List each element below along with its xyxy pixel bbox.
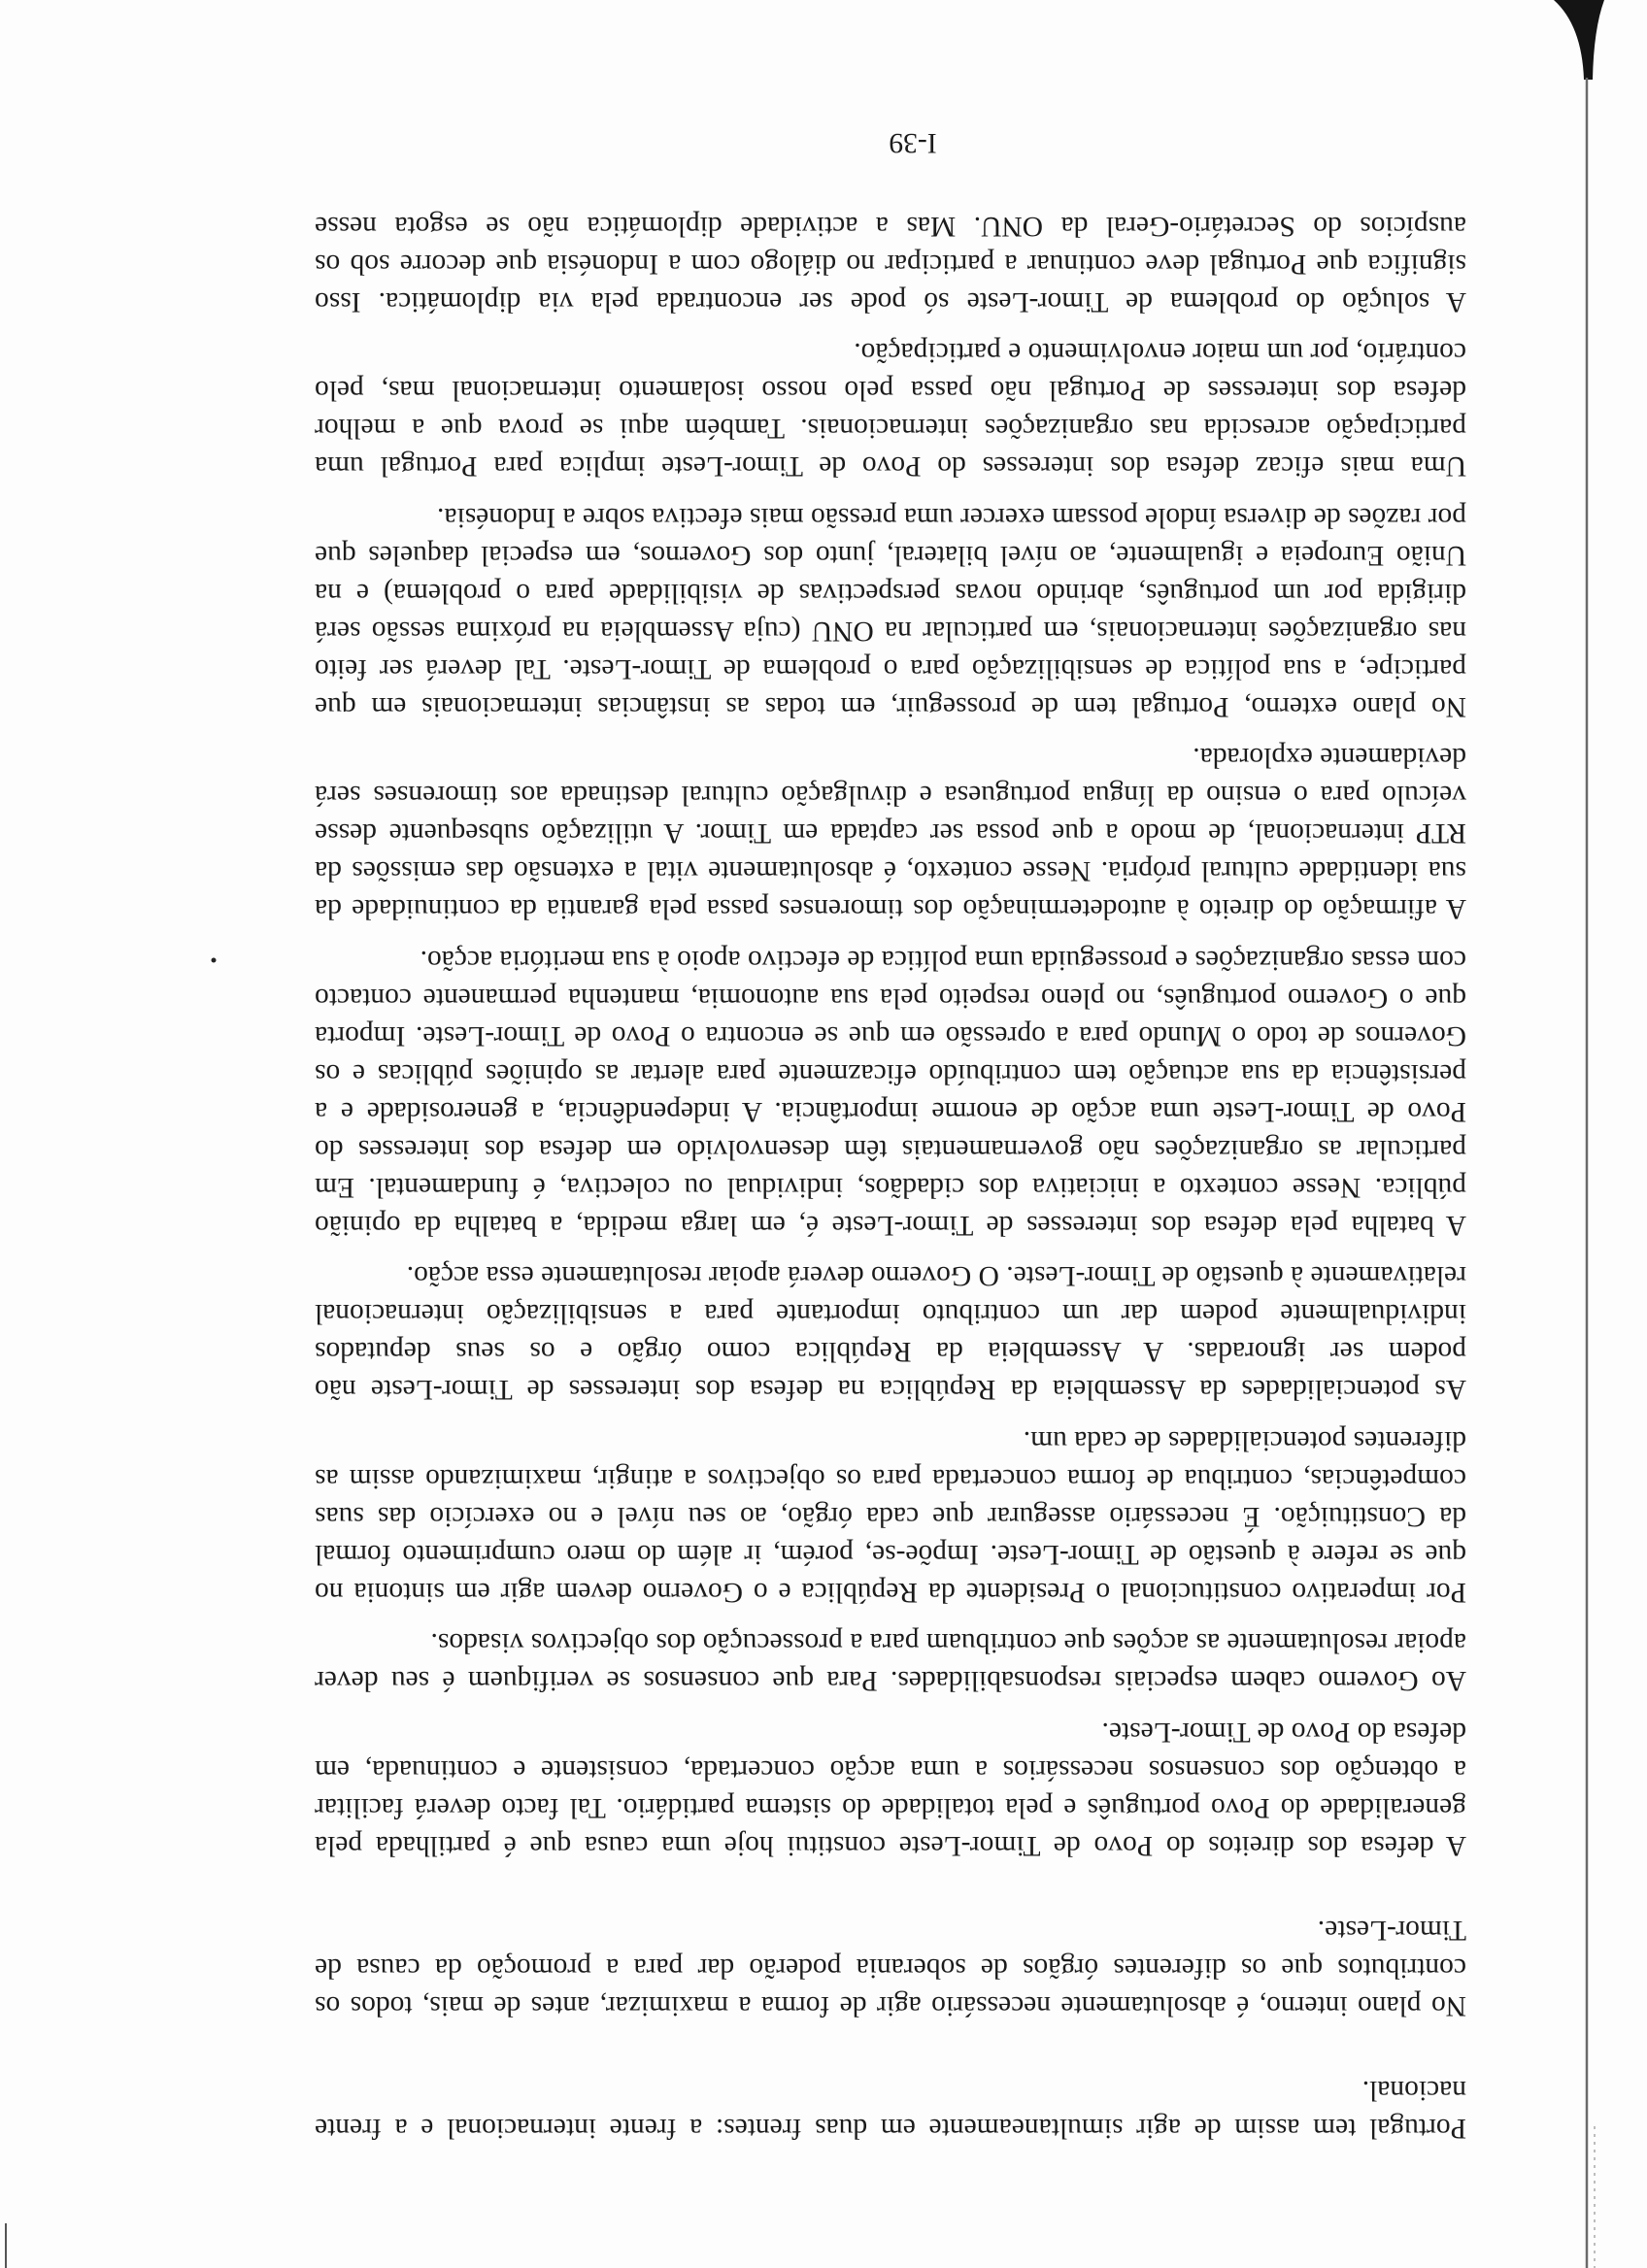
text-line: defesa dos interesses de Portugal não passa pelo nosso isolamento internacional mas, pelo bbox=[315, 375, 1466, 407]
text-line: No plano externo, Portugal tem de prosseguir, em todas as instâncias internacionais em que bbox=[315, 691, 1466, 722]
text-line: com essas organizações e prosseguida uma política de efectivo apoio à sua meritória acção. bbox=[420, 945, 1466, 976]
text-line: contrário, por um maior envolvimento e participação. bbox=[854, 337, 1466, 369]
text-line: Uma mais eficaz defesa dos interesses do Povo de Timor-Leste implica para Portugal uma bbox=[315, 450, 1466, 483]
text-line: devidamente explorada. bbox=[1193, 742, 1466, 774]
text-line: individualmente podem dar um contributo importante para a sensibilização internacional bbox=[315, 1298, 1466, 1330]
text-line: generalidade do Povo português e pela totalidade do sistema partidário. Tal facto deverá facilitar bbox=[315, 1792, 1466, 1823]
page-number: I-39 bbox=[889, 127, 937, 158]
body-text bbox=[315, 207, 1466, 2147]
paragraph-7 bbox=[315, 941, 1466, 1244]
text-line: particular as organizações não governamentais têm desenvolvido em defesa dos interesses do bbox=[315, 1134, 1466, 1165]
text-line: diferentes potencialidades de cada um. bbox=[1023, 1425, 1466, 1456]
text-line: competências, contribua de forma concertada para os objectivos a atingir, maximizando assim as bbox=[315, 1463, 1466, 1494]
text-line: União Europeia e igualmente, ao nível bilateral, junto dos Governos, em especial daqueles que bbox=[315, 540, 1466, 571]
paragraph-5 bbox=[315, 1421, 1466, 1611]
text-line: A solução do problema de Timor-Leste só pode ser encontrada pela via diplomática. Isso bbox=[315, 286, 1466, 317]
text-line: participação acrescida nas organizações internacionais. Também aqui se prova que a melhor bbox=[315, 413, 1466, 445]
text-line: sua identidade cultural própria. Nesse contexto, é absolutamente vital a extensão das emissões da bbox=[315, 855, 1466, 887]
text-line: auspícios do Secretário-Geral da ONU. Mas a actividade diplomática não se esgota nesse bbox=[315, 211, 1466, 242]
text-line: nacional. bbox=[1361, 2075, 1466, 2106]
text-line: Ao Governo cabem especiais responsabilidades. Para que consensos se verifiquem é seu dever bbox=[315, 1665, 1466, 1697]
text-line: persistência da sua actuação tem contribuído eficazmente para alertar as opiniões públicas e os bbox=[315, 1058, 1466, 1089]
text-line: significa que Portugal deve continuar a participar no diálogo com a Indonésia que decorre sob os bbox=[315, 249, 1466, 280]
text-line: A batalha pela defesa dos interesses de Timor-Leste é, em larga medida, a batalha da opinião bbox=[315, 1210, 1466, 1241]
text-line: apoiar resolutamente as acções que contribuam para a prossecução dos objectivos visados. bbox=[430, 1627, 1466, 1659]
paragraph-6 bbox=[315, 1257, 1466, 1409]
text-line: participe, a sua política de sensibilização para o problema de Timor-Leste. Tal deverá ser feito bbox=[315, 653, 1466, 684]
text-line: Portugal tem assim de agir simultaneamente em duas frentes: a frente internacional e a frente bbox=[315, 2113, 1466, 2144]
paragraph-8 bbox=[315, 739, 1466, 928]
text-line: relativamente à questão de Timor-Leste. O Governo deverá apoiar resolutamente essa acção. bbox=[406, 1260, 1466, 1292]
text-line: Povo de Timor-Leste uma acção de enorme importância. A independência, a generosidade e a bbox=[315, 1096, 1466, 1127]
text-line: nas organizações internacionais, em particular na ONU (cuja Assembleia na próxima sessão será bbox=[315, 616, 1466, 647]
text-line: defesa do Povo de Timor-Leste. bbox=[1101, 1717, 1466, 1748]
paragraph-10 bbox=[315, 334, 1466, 485]
text-line: da Constituição. É necessário assegurar que cada órgão, ao seu nível e no exercício das suas bbox=[315, 1501, 1466, 1532]
text-line: que se refere à questão de Timor-Leste. Impõe-se, porém, ir além do mero cumprimento formal bbox=[315, 1539, 1466, 1570]
text-line: veículo para o ensino da língua portuguesa e divulgação cultural destinada aos timorenses será bbox=[315, 780, 1466, 812]
paragraph-11 bbox=[315, 207, 1466, 320]
text-line: RTP internacional, de modo a que possa ser captada em Timor. A utilização subsequente desse bbox=[315, 817, 1466, 850]
text-line: podem ser ignoradas. A Assembleia da República como órgão e os seus deputados bbox=[315, 1336, 1466, 1368]
text-line: A afirmação do direito à autodeterminação dos timorenses passa pela garantia da continuidade da bbox=[315, 893, 1466, 925]
text-line: dirigida por um português, abrindo novas perspectivas de visibilidade para o problema) e na bbox=[315, 578, 1466, 609]
text-line: por razões de diversa índole possam exercer uma pressão mais efectiva sobre a Indonésia. bbox=[437, 502, 1466, 533]
paragraph-9 bbox=[315, 498, 1466, 725]
text-line: Timor-Leste. bbox=[1317, 1915, 1466, 1946]
text-line: contributos que os diferentes órgãos de soberania poderão dar para a promoção da causa de bbox=[315, 1952, 1466, 1984]
paragraph-4 bbox=[315, 1624, 1466, 1700]
text-line: pública. Nesse contexto a iniciativa dos cidadãos, individual ou colectiva, é fundamental. Em bbox=[315, 1172, 1466, 1203]
paragraph-3 bbox=[315, 1713, 1466, 1864]
text-line: Por imperativo constitucional o Presidente da República e o Governo devem agir em sintonia no bbox=[315, 1577, 1466, 1608]
text-line: Governos de todo o Mundo para a opressão em que se encontra o Povo de Timor-Leste. Importa bbox=[315, 1020, 1466, 1051]
text-line: A defesa dos direitos do Povo de Timor-Leste constitui hoje uma causa que é partilhada pela bbox=[315, 1830, 1466, 1861]
paragraph-1 bbox=[315, 2071, 1466, 2147]
paragraph-2 bbox=[315, 1911, 1466, 2024]
text-line: No plano interno, é absolutamente necessário agir de forma a maximizar, antes de mais, todos os bbox=[315, 1990, 1466, 2021]
text-line: As potencialidades da Assembleia da República na defesa dos interesses de Timor-Leste não bbox=[315, 1374, 1466, 1406]
text-line: que o Governo português, no pleno respeito pela sua autonomia, mantenha permanente contacto bbox=[315, 983, 1466, 1014]
text-line: a obtenção dos consensos necessários a uma acção concertada, consistente e continuada, em bbox=[315, 1754, 1466, 1785]
